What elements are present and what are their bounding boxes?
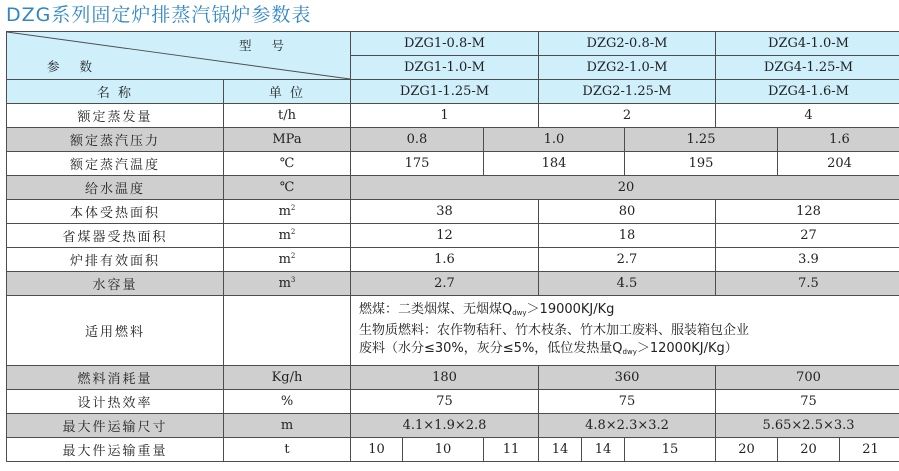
unit-cell: m <box>224 414 351 438</box>
value-cell: 15 <box>625 438 716 462</box>
model-cell: DZG1-0.8-M <box>351 32 539 56</box>
unit-header-label: 单 位 <box>224 80 351 104</box>
unit-cell: $m^3$ <box>224 272 351 296</box>
unit-cell: t/h <box>224 104 351 128</box>
value-cell: 4.5 <box>539 272 716 296</box>
value-cell: 175 <box>351 152 484 176</box>
fuel-line-coal: 燃煤：二类烟煤、无烟煤$Q_{dwy}>19000KJ/Kg$ <box>359 301 615 317</box>
unit-cell: ℃ <box>224 152 351 176</box>
table-row <box>7 104 899 128</box>
model-cell: DZG4-1.25-M <box>716 56 899 80</box>
row-label: 设计热效率 <box>7 390 224 414</box>
value-cell: 195 <box>625 152 778 176</box>
value-cell: 75 <box>539 390 716 414</box>
value-cell: 80 <box>539 200 716 224</box>
row-label: 本体受热面积 <box>7 200 224 224</box>
table-row <box>7 366 899 390</box>
model-cell: DZG2-1.0-M <box>539 56 716 80</box>
value-cell: 360 <box>539 366 716 390</box>
value-cell: 7.5 <box>716 272 899 296</box>
unit-cell: ℃ <box>224 176 351 200</box>
fuel-description <box>351 296 899 366</box>
value-cell: 10 <box>403 438 484 462</box>
unit-cell: Kg/h <box>224 366 351 390</box>
value-cell: 11 <box>484 438 539 462</box>
value-cell: 4 <box>716 104 899 128</box>
unit-cell: MPa <box>224 128 351 152</box>
value-cell: 1.25 <box>625 128 778 152</box>
value-cell: 14 <box>582 438 625 462</box>
value-cell: 75 <box>716 390 899 414</box>
value-cell: 1.6 <box>351 248 539 272</box>
table-row <box>7 390 899 414</box>
row-label: 额定蒸发量 <box>7 104 224 128</box>
value-cell: 14 <box>539 438 582 462</box>
name-header-label: 名 称 <box>7 80 224 104</box>
value-cell: 0.8 <box>351 128 484 152</box>
fuel-line-waste: 废料（水分≤30%，灰分≤5%，低位发热量$Q_{dwy}>12000KJ/Kg$） <box>359 340 738 356</box>
row-label: 额定蒸汽温度 <box>7 152 224 176</box>
param-header-label: 参 数 <box>47 59 100 74</box>
value-cell: 20 <box>716 438 778 462</box>
value-cell: 700 <box>716 366 899 390</box>
unit-cell <box>224 296 351 366</box>
value-cell: 184 <box>484 152 625 176</box>
unit-cell: % <box>224 390 351 414</box>
value-cell: 12 <box>351 224 539 248</box>
table-row <box>7 272 899 296</box>
unit-cell: $m^2$ <box>224 248 351 272</box>
model-cell: DZG2-0.8-M <box>539 32 716 56</box>
row-label: 省煤器受热面积 <box>7 224 224 248</box>
row-label: 额定蒸汽压力 <box>7 128 224 152</box>
table-row <box>7 128 899 152</box>
row-label: 适用燃料 <box>7 296 224 366</box>
value-cell: 20 <box>778 438 840 462</box>
value-cell: 75 <box>351 390 539 414</box>
value-cell: 4.1×1.9×2.8 <box>351 414 539 438</box>
model-cell: DZG4-1.0-M <box>716 32 899 56</box>
value-cell: 2.7 <box>539 248 716 272</box>
row-label: 最大件运输重量 <box>7 438 224 462</box>
value-cell: 18 <box>539 224 716 248</box>
value-cell: 5.65×2.5×3.3 <box>716 414 899 438</box>
table-row <box>7 176 899 200</box>
table-row <box>7 296 899 366</box>
unit-cell: $m^2$ <box>224 200 351 224</box>
header-row-1 <box>7 32 899 56</box>
value-cell: 204 <box>778 152 899 176</box>
value-cell: 3.9 <box>716 248 899 272</box>
row-label: 最大件运输尺寸 <box>7 414 224 438</box>
model-cell: DZG1-1.0-M <box>351 56 539 80</box>
model-cell: DZG2-1.25-M <box>539 80 716 104</box>
model-header-label: 型 号 <box>239 38 292 53</box>
unit-cell: t <box>224 438 351 462</box>
value-cell: 1.0 <box>484 128 625 152</box>
table-row <box>7 438 899 462</box>
row-label: 水容量 <box>7 272 224 296</box>
value-cell: 21 <box>840 438 899 462</box>
table-row <box>7 248 899 272</box>
value-cell: 128 <box>716 200 899 224</box>
table-row <box>7 152 899 176</box>
row-label: 燃料消耗量 <box>7 366 224 390</box>
header-row-3 <box>7 80 899 104</box>
model-cell: DZG4-1.6-M <box>716 80 899 104</box>
row-label: 给水温度 <box>7 176 224 200</box>
table-row <box>7 224 899 248</box>
table-row <box>7 414 899 438</box>
fuel-line-biomass: 生物质燃料：农作物秸秆、竹木枝条、竹木加工废料、服装箱包企业 <box>359 322 750 338</box>
value-cell: 10 <box>351 438 403 462</box>
value-cell: 27 <box>716 224 899 248</box>
value-cell: 1 <box>351 104 539 128</box>
header-corner-cell <box>7 32 351 80</box>
parameter-table <box>6 31 899 462</box>
value-cell: 2.7 <box>351 272 539 296</box>
value-cell: 4.8×2.3×3.2 <box>539 414 716 438</box>
value-cell: 180 <box>351 366 539 390</box>
table-row <box>7 200 899 224</box>
model-cell: DZG1-1.25-M <box>351 80 539 104</box>
page-title: DZG系列固定炉排蒸汽锅炉参数表 <box>6 4 312 26</box>
value-cell: 2 <box>539 104 716 128</box>
row-label: 炉排有效面积 <box>7 248 224 272</box>
value-cell: 1.6 <box>778 128 899 152</box>
value-cell: 20 <box>351 176 899 200</box>
unit-cell: $m^2$ <box>224 224 351 248</box>
value-cell: 38 <box>351 200 539 224</box>
